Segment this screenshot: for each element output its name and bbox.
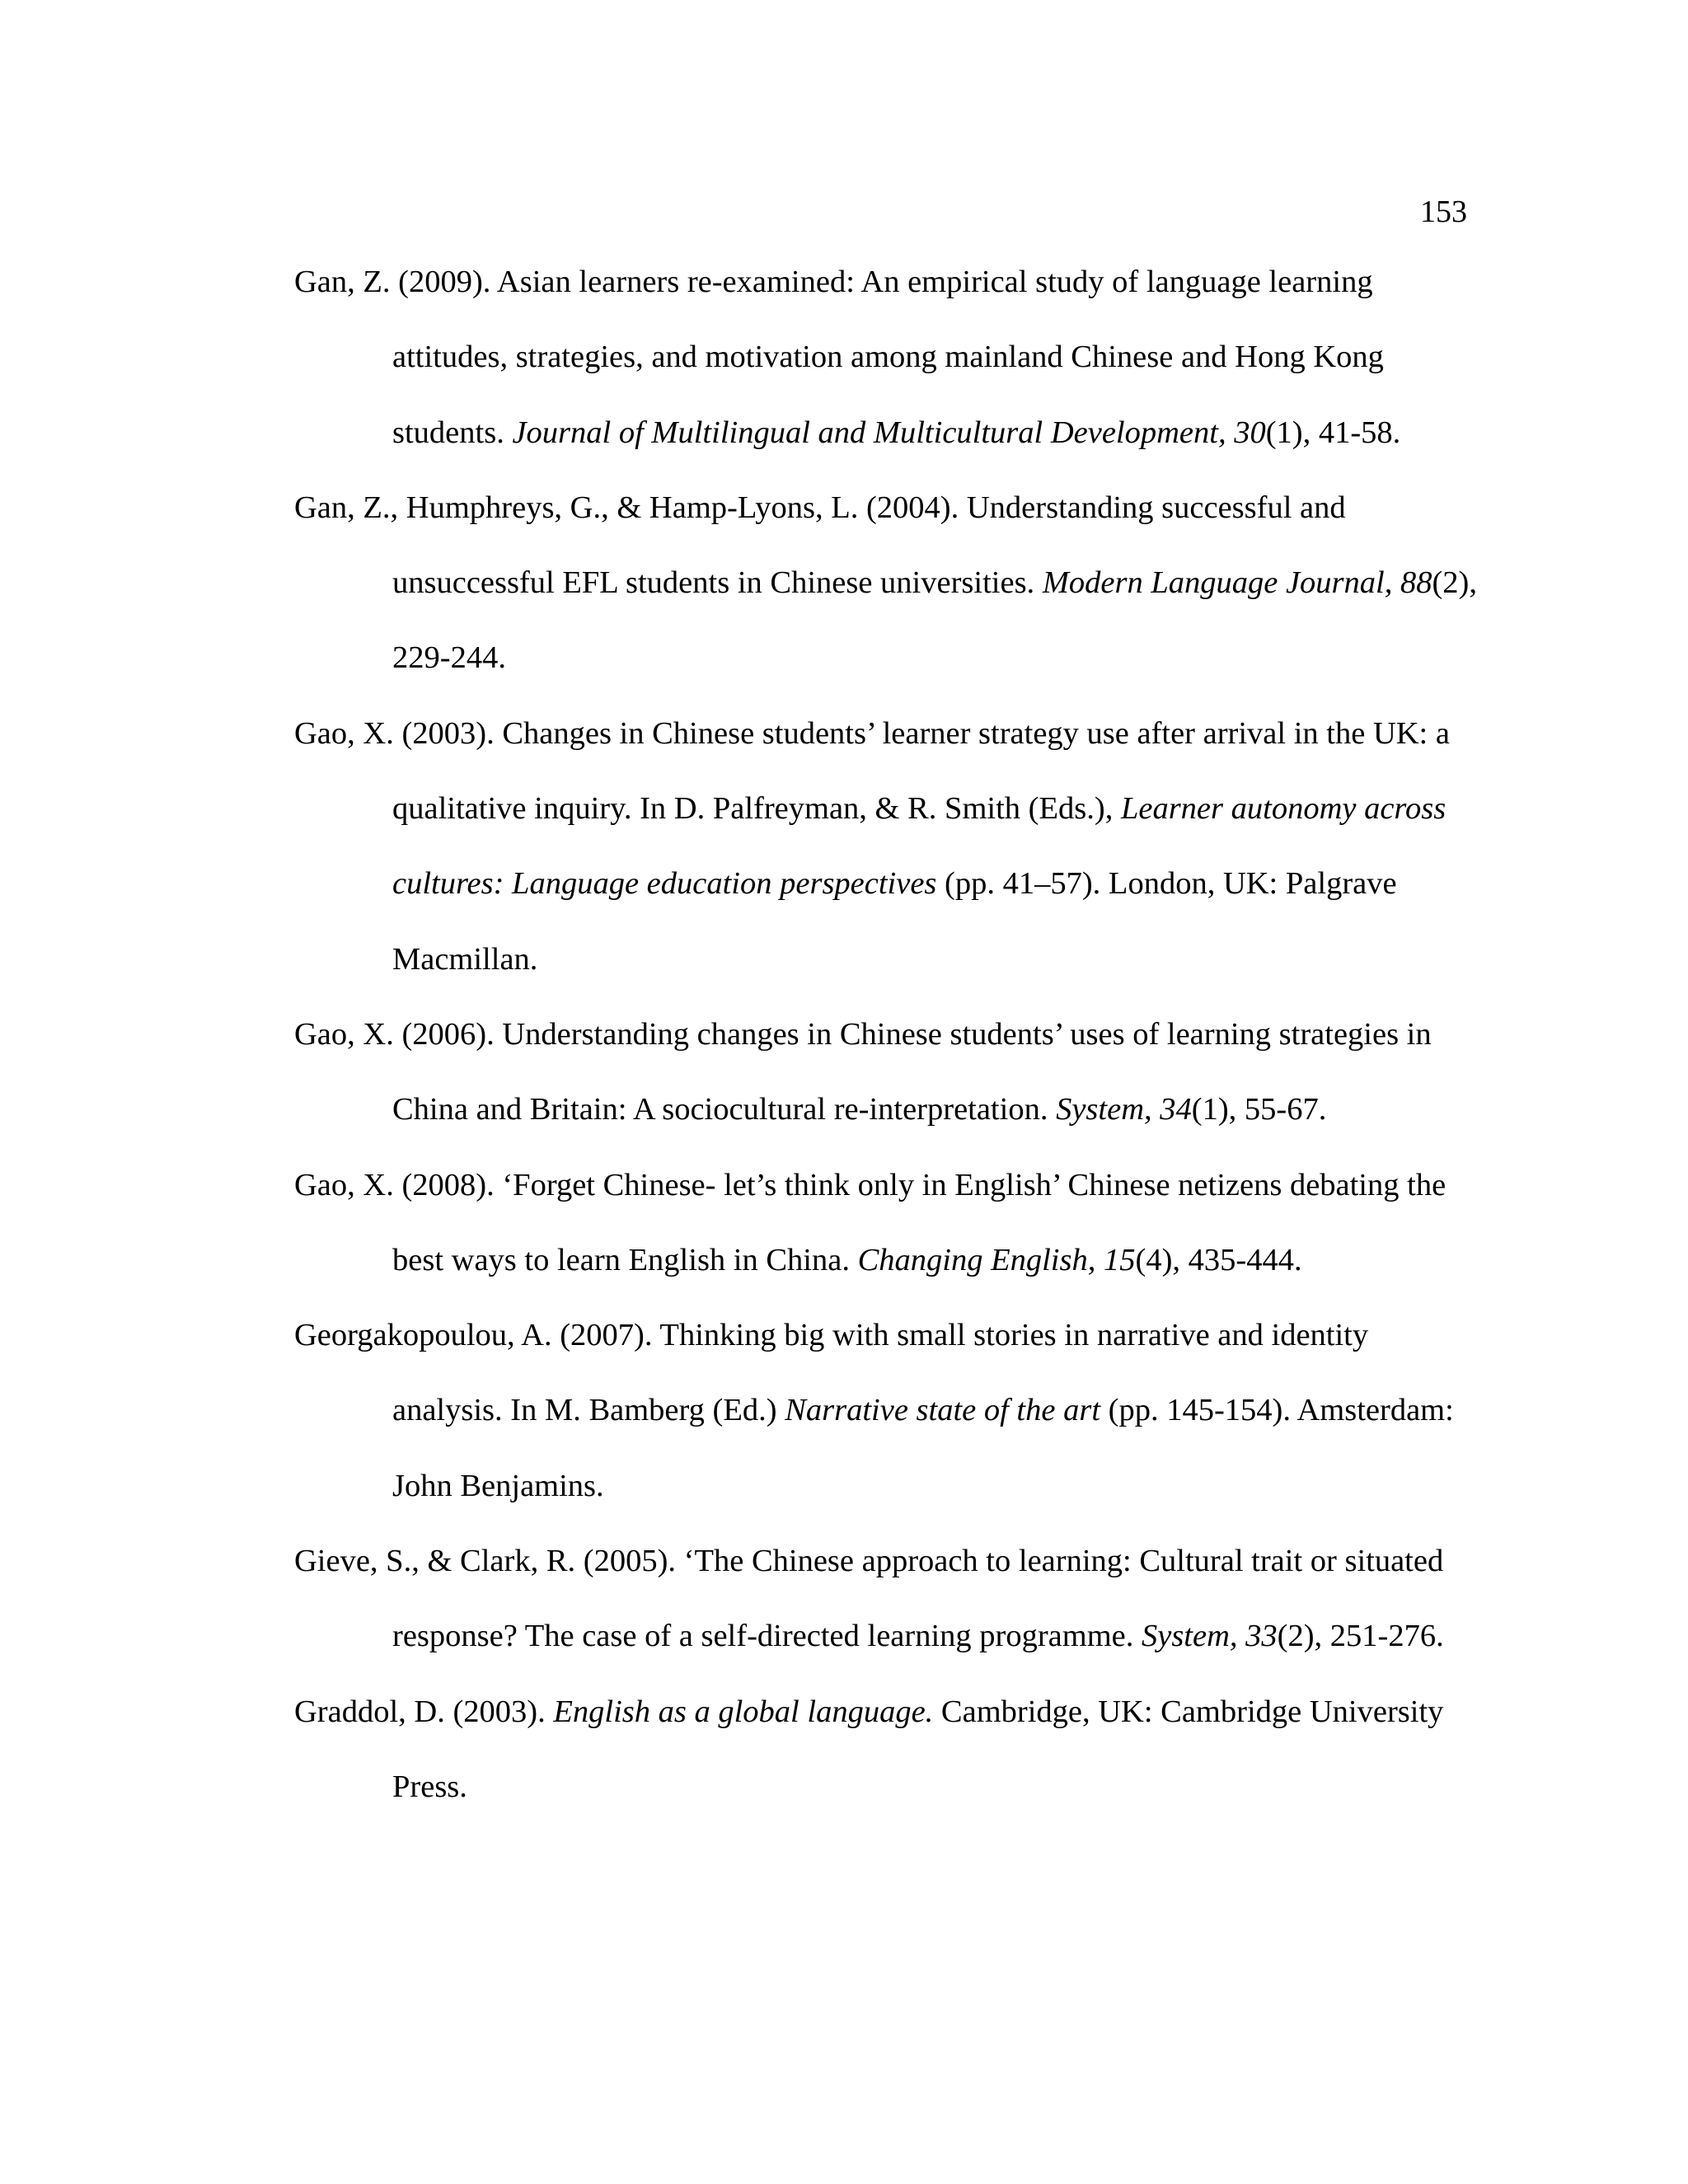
reference-text: Gan, Z., Humphreys, G., & Hamp-Lyons, L. (2004). Understanding successful and unsuccessful EFL students in Chinese universities. bbox=[294, 490, 1346, 601]
reference-text: Georgakopoulou, A. (2007). Thinking big with small stories in narrative and identity analysis. In M. Bamberg (Ed.) bbox=[294, 1318, 1369, 1428]
reference-text: (2), 251-276. bbox=[1277, 1619, 1444, 1654]
reference-entry-gan-2009 bbox=[294, 245, 1485, 471]
reference-source-title: System, 33 bbox=[1141, 1619, 1278, 1654]
reference-entry-gao-2006 bbox=[294, 997, 1485, 1148]
reference-text: Gieve, S., & Clark, R. (2005). ‘The Chinese approach to learning: Cultural trait or situated response? The case of a self-directed learning programme. bbox=[294, 1544, 1444, 1654]
reference-source-title: Modern Language Journal, 88 bbox=[1042, 565, 1432, 601]
reference-source-title: Changing English, 15 bbox=[857, 1242, 1136, 1277]
reference-text: Gan, Z. (2009). Asian learners re-examined: An empirical study of language learning attitudes, strategies, and motivation among mainland Chinese and Hong Kong students. bbox=[294, 265, 1384, 450]
reference-text: (1), 55-67. bbox=[1191, 1092, 1327, 1127]
reference-text: (4), 435-444. bbox=[1135, 1242, 1302, 1277]
reference-text: (pp. 41–57). London, UK: Palgrave Macmillan. bbox=[392, 866, 1397, 977]
reference-entry-graddol-2003 bbox=[294, 1675, 1485, 1825]
reference-list bbox=[294, 245, 1485, 1825]
reference-entry-gan-2004 bbox=[294, 471, 1485, 696]
reference-entry-georgakopoulou-2007 bbox=[294, 1298, 1485, 1524]
reference-text: (2), 229-244. bbox=[392, 565, 1478, 676]
reference-source-title: Learner autonomy across cultures: Language education perspectives bbox=[392, 791, 1447, 902]
reference-text: Graddol, D. (2003). bbox=[294, 1694, 554, 1729]
reference-source-title: English as a global language. bbox=[553, 1694, 934, 1729]
reference-source-title: Narrative state of the art bbox=[785, 1393, 1101, 1428]
reference-source-title: Journal of Multilingual and Multicultural Development, 30 bbox=[512, 415, 1266, 450]
reference-text: Gao, X. (2008). ‘Forget Chinese- let’s think only in English’ Chinese netizens debating the best ways to learn English in China. bbox=[294, 1167, 1447, 1277]
reference-text: (1), 41-58. bbox=[1265, 415, 1401, 450]
reference-source-title: System, 34 bbox=[1056, 1092, 1192, 1127]
reference-entry-gao-2008 bbox=[294, 1148, 1485, 1299]
page-number: 153 bbox=[1420, 194, 1467, 229]
reference-text: Cambridge, UK: Cambridge University Press. bbox=[392, 1694, 1444, 1804]
reference-entry-gieve-2005 bbox=[294, 1524, 1485, 1675]
reference-entry-gao-2003 bbox=[294, 696, 1485, 997]
reference-text: Gao, X. (2003). Changes in Chinese students’ learner strategy use after arrival in the UK: a qualitative inquiry. In D. Palfreyman, & R. Smith (Eds.), bbox=[294, 715, 1450, 827]
reference-text: Gao, X. (2006). Understanding changes in Chinese students’ uses of learning strategies in China and Britain: A sociocultural re-interpretation. bbox=[294, 1016, 1432, 1127]
reference-text: (pp. 145-154). Amsterdam: John Benjamins. bbox=[392, 1393, 1454, 1503]
